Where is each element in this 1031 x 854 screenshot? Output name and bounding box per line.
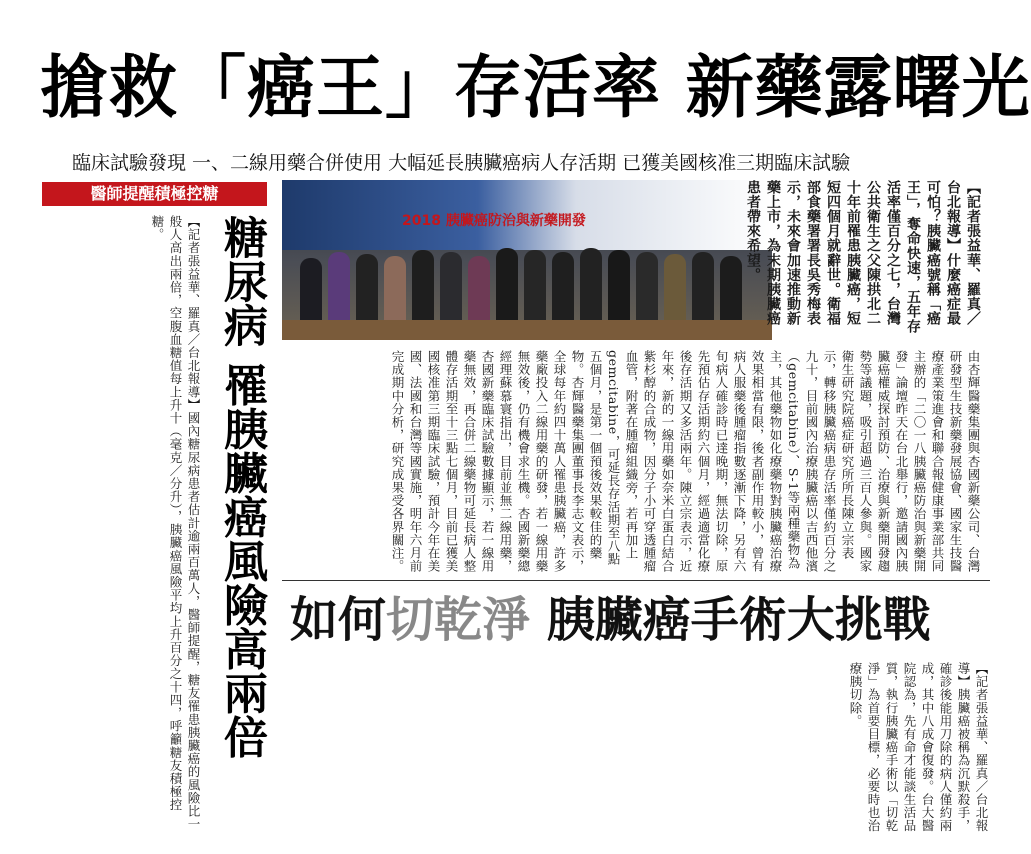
surgery-headline-part1: 如何 [290,592,387,648]
person-figure [608,250,630,328]
person-figure [692,252,714,328]
person-figure [412,250,434,328]
person-figure [300,258,322,328]
person-figure [468,256,490,328]
person-figure [384,256,406,328]
surgery-story-lede: 【記者張益華、羅真／台北報導】胰臟癌被稱為沉默殺手，確診後能用刀除的病人僅約兩成，其中八成會復發。台大醫院認為，先有命才能談生活品質，執行胰臟癌手術以「切乾淨」為首要目標，必要時也治療胰切除。 [848,662,989,833]
main-headline: 搶救「癌王」存活率 新藥露曙光 [40,49,1031,128]
surgery-headline-part3: 胰臟癌手術大挑戰 [530,592,931,648]
person-figure [496,248,518,328]
person-figure [524,250,546,328]
stage-backdrop [282,180,772,250]
forum-photo [282,180,772,340]
diabetes-story-byline: 【記者張益華、羅真／台北報導】國內糖尿病患者估計逾兩百萬人，醫師提醒，糖友罹患胰臟癌的風險比一般人高出兩倍，空腹血糖值每上升十（毫克／分升），胰臟癌風險平均上升百分之十四，呼籲糖友積極控糖。 [150,215,201,831]
person-figure [440,252,462,328]
stage-floor [282,320,772,340]
surgery-headline-highlight: 切乾淨 [386,592,531,648]
person-figure [636,252,658,328]
subheadline: 臨床試驗發現 一、二線用藥合併使用 大幅延長胰臟癌病人存活期 已獲美國核准三期臨床試驗 [72,152,851,174]
person-figure [580,248,602,328]
person-figure [328,252,350,328]
surgery-headline [290,585,990,655]
person-figure [356,254,378,328]
main-story-lede: 【記者張益華、羅真／台北報導】什麼癌症最可怕？胰臟癌號稱「癌王」，奪命快速，五年存活率僅百分之七，台灣公共衛生之父陳拱北二十年前罹患胰臟癌，短短四個月就辭世。衛福部食藥署署長吳秀梅表示，未來會加速推動新藥上市，為末期胰臟癌患者帶來希望。 [745,180,981,334]
stage-banner-text: 2018 胰臟癌防治與新藥開發 [402,213,586,229]
person-figure [720,256,742,328]
diabetes-story-title: 糖尿病 罹胰臟癌風險高兩倍 [216,215,267,759]
sidebar-label: 醫師提醒積極控糖 [42,182,267,206]
section-divider [282,580,990,581]
person-figure [552,252,574,328]
main-story-body: 由杏輝醫藥集團與杏國新藥公司、台灣研發型生技新藥發展協會、國家生技醫療產業策進會和聯合報健康事業部共同主辦的「二〇一八胰臟癌防治與新藥開發」論壇昨天在台北舉行，邀請國內胰臟癌權威探討預防、治療與新藥開發趨勢等議題，吸引超過三百人參與。國家衛生研究院癌症研究所所長陳立宗表示，轉移胰臟癌病患存活率僅約百分之九十，目前國內治療胰臟癌以吉西他濱（gemcitabine）、S-1等兩種藥物為主，其他藥物如化療藥物對胰臟癌治療效果相當有限，後者副作用較小，曾有病人服藥後腫瘤指數逐漸下降，另有六旬病人確診時已達晚期，無法切除，原先預估存活期約六個月，經過適當化療後存活期又多活兩年。陳立宗表示，近年來，新的一線用藥如奈米白蛋白結合紫杉醇的合成物，因分子小可穿透腫瘤血管，附著在腫瘤組織旁，若再加上gemcitabine，可延長存活期至八點五個月，是第一個預後效果較佳的藥物。杏輝醫藥集團董事長李志文表示，全球每年約四十萬人罹患胰臟癌，許多藥廠投入二線用藥的研發，若一線用藥無效後，仍有機會求生機。杏國新藥總經理蘇慕寰指出，目前並無二線用藥，杏國新藥臨床試驗數據顯示，若一線用藥無效，再合併二線藥物可延長病人整體存活期至十三點七個月，目前已獲美國核准第三期臨床試驗，預計今年在美國、法國和台灣等國實施，明年六月前完成期中分析，研究成果受各界關注。 [390,350,981,573]
person-figure [664,254,686,328]
